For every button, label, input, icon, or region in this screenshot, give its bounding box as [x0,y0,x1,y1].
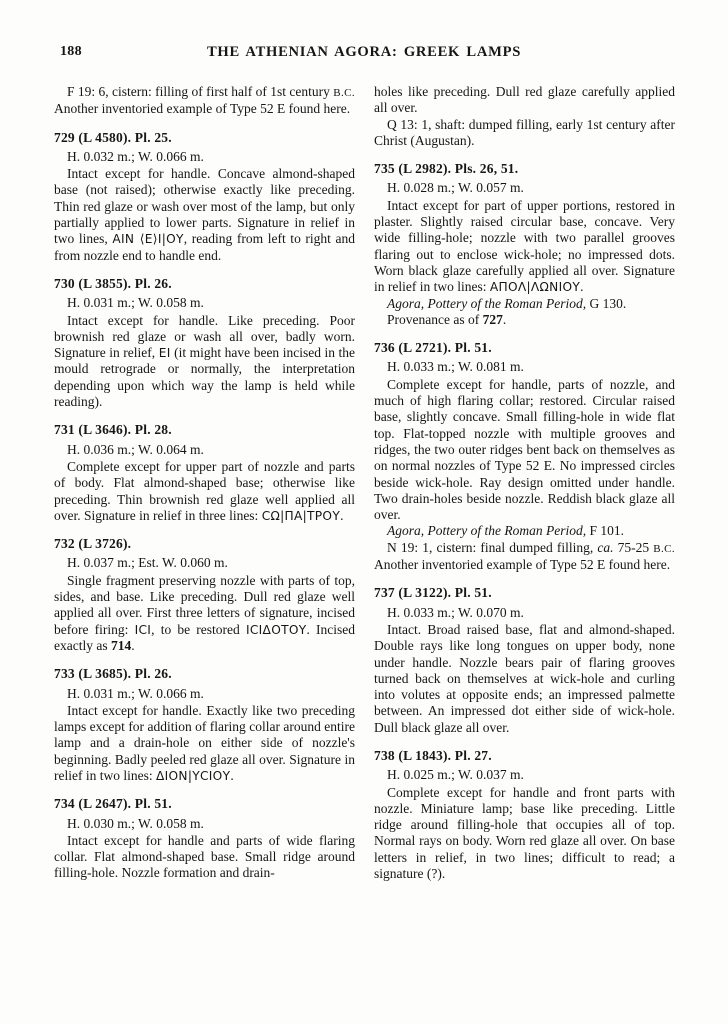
entry-736-heading: 736 (L 2721). Pl. 51. [374,340,492,356]
entry-731-heading: 731 (L 3646). Pl. 28. [54,422,172,438]
entry-737-dimensions: H. 0.033 m.; W. 0.070 m. [387,604,524,620]
page-number: 188 [60,44,82,59]
entry-735-reference: Agora, Pottery of the Roman Period, G 130. [387,295,627,311]
entry-734-description: Intact except for handle and parts of wide flaring collar. Flat almond-shaped base. Small ridge around filling-hole. Nozzle formation and drain- [54,832,359,881]
para-n19-provenance: N 19: 1, cistern: final dumped filling, ca. 75-25 B.C. Another inventoried example of Type 52 E found here. [374,539,679,573]
entry-735-dimensions: H. 0.028 m.; W. 0.057 m. [387,180,524,196]
entry-733-heading: 733 (L 3685). Pl. 26. [54,666,172,682]
entry-733-description: Intact except for handle. Exactly like two preceding lamps except for addition of flaring collar around entire lamp and a drain-hole on either side of nozzle's beginning. Badly peeled red glaze all over. Signature in relief in two lines: ΔΙΟΝ|ΥCΙΟΥ. [54,702,359,783]
entry-730-heading: 730 (L 3855). Pl. 26. [54,275,172,291]
para-f19-provenance: F 19: 6, cistern: filling of first half of 1st century B.C. Another inventoried example of Type 52 E found here. [54,84,358,117]
para-q13-provenance: Q 13: 1, shaft: dumped filling, early 1st century after Christ (Augustan). [374,116,679,148]
entry-733-dimensions: H. 0.031 m.; W. 0.066 m. [67,685,204,701]
entry-732-dimensions: H. 0.037 m.; Est. W. 0.060 m. [67,555,228,571]
text-columns [54,84,679,882]
entry-735-provenance: Provenance as of 727. [387,311,507,327]
entry-738-heading: 738 (L 1843). Pl. 27. [374,747,492,763]
left-column [54,84,359,882]
entry-731-description: Complete except for upper part of nozzle and parts of body. Flat almond-shaped base; otherwise like preceding. Thin brownish red glaze well applied all over. Signature in relief in three lines: CΩ|ΠΑ|ΤΡΟΥ. [54,458,359,523]
entry-729-dimensions: H. 0.032 m.; W. 0.066 m. [67,148,204,164]
entry-730-dimensions: H. 0.031 m.; W. 0.058 m. [67,295,204,311]
entry-736-reference: Agora, Pottery of the Roman Period, F 101. [387,523,624,539]
entry-729-heading: 729 (L 4580). Pl. 25. [54,129,172,145]
entry-735-description: Intact except for part of upper portions, restored in plaster. Slightly raised circular base, concave. Very wide filling-hole; nozzle with two parallel grooves flaring out to enclose wick-hole; no impressed dots. Worn black glaze carefully applied all over. Signature in relief in two lines: ΑΠΟΛ|ΛΩΝΙΟΥ. [374,197,679,295]
entry-734-description-continued: holes like preceding. Dull red glaze carefully applied all over. [374,84,679,116]
entry-736-dimensions: H. 0.033 m.; W. 0.081 m. [387,359,524,375]
right-column [374,84,679,882]
entry-735-heading: 735 (L 2982). Pls. 26, 51. [374,161,519,177]
entry-734-heading: 734 (L 2647). Pl. 51. [54,796,172,812]
entry-738-dimensions: H. 0.025 m.; W. 0.037 m. [387,767,524,783]
entry-730-description: Intact except for handle. Like preceding. Poor brownish red glaze or wash all over, badly worn. Signature in relief, ΕΙ (it might have been incised in the mould retrograde or normally, the interpretation depending upon which way the lamp is held while reading). [54,312,359,410]
entry-737-heading: 737 (L 3122). Pl. 51. [374,585,492,601]
entry-734-dimensions: H. 0.030 m.; W. 0.058 m. [67,815,204,831]
entry-729-description: Intact except for handle. Concave almond-shaped base (not raised); otherwise exactly like preceding. Thin red glaze or wash over most of the lamp, but only partially applied to lower parts. Signature in relief in two lines, ΑΙΝ ⟨Ε⟩Ι|ΟΥ, reading from left to right and from nozzle end to handle end. [54,166,359,263]
entry-738-description: Complete except for handle and front parts with nozzle. Miniature lamp; base like preceding. Little ridge around filling-hole that occupies all of top. Normal rays on body. Worn red glaze all over. On base letters in relief, in two lines; difficult to read; a signature (?). [374,784,679,882]
entry-732-description: Single fragment preserving nozzle with parts of top, sides, and base. Like preceding. Dull red glaze well applied all over. First three letters of signature, incised before firing: ΙCΙ, to be restored ΙCΙΔΟΤΟΥ. Incised exactly as 714. [54,572,359,653]
entry-737-description: Intact. Broad raised base, flat and almond-shaped. Double rays like long tongues on upper body, none under handle. Nozzle bears pair of flaring grooves turned back on themselves at wick-hole and curling into volutes at opposite ends; an impressed palmette between. An impressed dot either side of wick-hole. Dull black glaze all over. [374,621,679,735]
entry-732-heading: 732 (L 3726). [54,536,132,552]
entry-736-description: Complete except for handle, parts of nozzle, and much of high flaring collar; restored. Circular raised base, slightly concave. Small filling-hole in wide flat top. Flat-topped nozzle with multiple grooves and ridges, the two outer ridges bent back on themselves as on normal nozzles of Type 52 E. No impressed circles beside wick-hole. Ray design omitted under handle. Two drain-holes beside nozzle. Reddish black glaze all over. [374,376,679,523]
entry-731-dimensions: H. 0.036 m.; W. 0.064 m. [67,441,204,457]
running-title: THE ATHENIAN AGORA: GREEK LAMPS [206,44,522,60]
page-header [54,44,674,62]
